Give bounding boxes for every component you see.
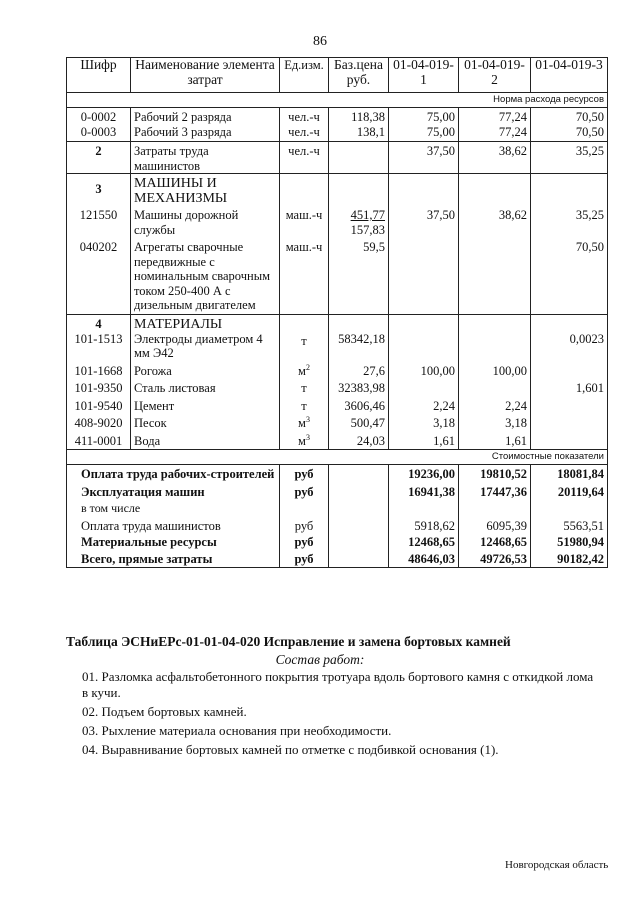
row-v2 — [459, 378, 531, 396]
row-unit: $м^3$ — [280, 413, 329, 431]
row-code: 2 — [67, 142, 131, 174]
table-row — [67, 108, 608, 125]
cost-name: Материальные ресурсы — [67, 533, 280, 550]
section-row-materials — [67, 314, 608, 332]
row-v3 — [531, 431, 608, 450]
row-price-operator: 157,83 — [350, 222, 385, 237]
row-v2: 38,62 — [459, 206, 531, 237]
row-price: 24,03 — [329, 431, 389, 450]
row-v3 — [531, 413, 608, 431]
work-item: 01. Разломка асфальтобетонного покрытия тротуара вдоль бортового камня с откидкой лома в кучи. — [82, 669, 594, 700]
row-v3: 1,601 — [531, 378, 608, 396]
row-name: Затраты труда машинистов — [131, 142, 280, 174]
cost-v1: 12468,65 — [389, 533, 459, 550]
row-code: 101-9350 — [67, 378, 131, 396]
works-list — [82, 669, 602, 761]
header-code: Шифр — [67, 58, 131, 93]
next-table-heading: Таблица ЭСНиЕРс-01-01-04-020 Исправление и замена бортовых камней — [66, 634, 511, 649]
cost-v3: 18081,84 — [531, 465, 608, 482]
table-row — [67, 332, 608, 361]
row-code: 0-0002 — [67, 108, 131, 125]
section-row-machines — [67, 174, 608, 207]
row-code: 0-0003 — [67, 125, 131, 142]
row-price: 500,47 — [329, 413, 389, 431]
row-price: 138,1 — [329, 125, 389, 142]
cost-v3: 5563,51 — [531, 516, 608, 534]
row-v3: 35,25 — [531, 206, 608, 237]
row-v3: 35,25 — [531, 142, 608, 174]
row-unit: $м^2$ — [280, 361, 329, 379]
row-v3 — [531, 396, 608, 414]
table-row — [67, 378, 608, 396]
row-v1: 1,61 — [389, 431, 459, 450]
row-price: 118,38 — [329, 108, 389, 125]
row-v3: 70,50 — [531, 125, 608, 142]
row-unit: т — [280, 396, 329, 414]
row-name: Вода — [131, 431, 280, 450]
norm-section-label: Норма расхода ресурсов — [67, 93, 608, 108]
row-name: Электроды диаметром 4 мм Э42 — [131, 332, 280, 361]
table-row — [67, 206, 608, 237]
cost-row — [67, 533, 608, 550]
row-v1: 37,50 — [389, 142, 459, 174]
table-row — [67, 237, 608, 314]
row-v1: 100,00 — [389, 361, 459, 379]
row-unit: т — [280, 332, 329, 361]
row-v3: 70,50 — [531, 108, 608, 125]
work-item: 02. Подъем бортовых камней. — [82, 704, 247, 719]
row-unit: маш.-ч — [280, 237, 329, 314]
row-price — [329, 206, 389, 237]
cost-unit: руб — [280, 482, 329, 500]
row-v2 — [459, 237, 531, 314]
row-v2 — [459, 332, 531, 361]
cost-unit: руб — [280, 533, 329, 550]
row-code: 121550 — [67, 206, 131, 237]
table-header-row — [67, 58, 608, 93]
cost-v1: 48646,03 — [389, 550, 459, 568]
cost-v1: 19236,00 — [389, 465, 459, 482]
cost-v2: 17447,36 — [459, 482, 531, 500]
cost-row-total — [67, 550, 608, 568]
row-name: Сталь листовая — [131, 378, 280, 396]
row-v2: 77,24 — [459, 125, 531, 142]
cost-v1: 16941,38 — [389, 482, 459, 500]
cost-row — [67, 465, 608, 482]
cost-v2: 12468,65 — [459, 533, 531, 550]
table-row — [67, 125, 608, 142]
row-price — [329, 142, 389, 174]
row-code: 408-9020 — [67, 413, 131, 431]
section-code: 3 — [67, 174, 131, 207]
row-v1: 3,18 — [389, 413, 459, 431]
cost-row — [67, 499, 608, 516]
cost-v3: 20119,64 — [531, 482, 608, 500]
cost-v2: 19810,52 — [459, 465, 531, 482]
header-unit: Ед.изм. — [280, 58, 329, 93]
row-unit: т — [280, 378, 329, 396]
row-code: 040202 — [67, 237, 131, 314]
row-unit: маш.-ч — [280, 206, 329, 237]
work-item: 04. Выравнивание бортовых камней по отметке с подбивкой основания (1). — [82, 742, 499, 757]
row-name: Цемент — [131, 396, 280, 414]
row-name: Рабочий 3 разряда — [131, 125, 280, 142]
row-code: 411-0001 — [67, 431, 131, 450]
row-name: Песок — [131, 413, 280, 431]
cost-v3: 90182,42 — [531, 550, 608, 568]
row-name: Агрегаты сварочные передвижные с номинальным сварочным током 250-400 А с дизельным двигателем — [131, 237, 280, 314]
row-price: 3606,46 — [329, 396, 389, 414]
row-code: 101-1668 — [67, 361, 131, 379]
row-price-main: 451,77 — [350, 208, 385, 222]
row-v1 — [389, 378, 459, 396]
cost-v2: 49726,53 — [459, 550, 531, 568]
row-v3: 0,0023 — [531, 332, 608, 361]
header-name: Наименование элемента затрат — [131, 58, 280, 93]
row-v1: 37,50 — [389, 206, 459, 237]
row-unit: чел.-ч — [280, 125, 329, 142]
row-unit: чел.-ч — [280, 108, 329, 125]
row-name: Машины дорожной службы — [131, 206, 280, 237]
header-col3: 01-04-019-3 — [531, 58, 608, 93]
header-col2: 01-04-019-2 — [459, 58, 531, 93]
cost-row — [67, 482, 608, 500]
cost-unit: руб — [280, 550, 329, 568]
row-v1 — [389, 332, 459, 361]
row-unit: чел.-ч — [280, 142, 329, 174]
row-v1 — [389, 237, 459, 314]
cost-section-label: Стоимостные показатели — [67, 450, 608, 465]
row-v2: 38,62 — [459, 142, 531, 174]
composition-label: Состав работ: — [275, 652, 365, 667]
cost-name: Оплата труда рабочих-строителей — [67, 465, 280, 482]
table-row — [67, 431, 608, 450]
row-v2: 3,18 — [459, 413, 531, 431]
row-code: 101-9540 — [67, 396, 131, 414]
row-v2: 2,24 — [459, 396, 531, 414]
table-row — [67, 413, 608, 431]
table-row-operators — [67, 142, 608, 174]
section-title: МАТЕРИАЛЫ — [131, 314, 280, 332]
page-number: 86 — [313, 34, 327, 49]
row-name: Рабочий 2 разряда — [131, 108, 280, 125]
cost-unit: руб — [280, 516, 329, 534]
row-price: 58342,18 — [329, 332, 389, 361]
table-row — [67, 361, 608, 379]
cost-name: Эксплуатация машин — [67, 482, 280, 500]
cost-v3: 51980,94 — [531, 533, 608, 550]
cost-name: Всего, прямые затраты — [67, 550, 280, 568]
header-base-price: Баз.цена руб. — [329, 58, 389, 93]
row-v2: 1,61 — [459, 431, 531, 450]
cost-v1: 5918,62 — [389, 516, 459, 534]
row-v1: 75,00 — [389, 125, 459, 142]
row-unit: $м^3$ — [280, 431, 329, 450]
row-price: 32383,98 — [329, 378, 389, 396]
table-row — [67, 396, 608, 414]
section-code: 4 — [67, 314, 131, 332]
row-v2: 100,00 — [459, 361, 531, 379]
row-name: Рогожа — [131, 361, 280, 379]
work-item: 03. Рыхление материала основания при необходимости. — [82, 723, 392, 738]
header-col1: 01-04-019-1 — [389, 58, 459, 93]
cost-name: Оплата труда машинистов — [67, 516, 280, 534]
norm-section-row — [67, 93, 608, 108]
cost-section-row — [67, 450, 608, 465]
section-title: МАШИНЫ И МЕХАНИЗМЫ — [131, 174, 280, 207]
row-v2: 77,24 — [459, 108, 531, 125]
cost-unit: руб — [280, 465, 329, 482]
row-price: 27,6 — [329, 361, 389, 379]
footer-region: Новгородская область — [505, 859, 609, 871]
cost-name: в том числе — [67, 499, 280, 516]
resource-norms-table — [66, 57, 608, 568]
row-v1: 2,24 — [389, 396, 459, 414]
cost-v2: 6095,39 — [459, 516, 531, 534]
row-v3 — [531, 361, 608, 379]
row-v1: 75,00 — [389, 108, 459, 125]
row-code: 101-1513 — [67, 332, 131, 361]
cost-row — [67, 516, 608, 534]
row-v3: 70,50 — [531, 237, 608, 314]
row-price: 59,5 — [329, 237, 389, 314]
